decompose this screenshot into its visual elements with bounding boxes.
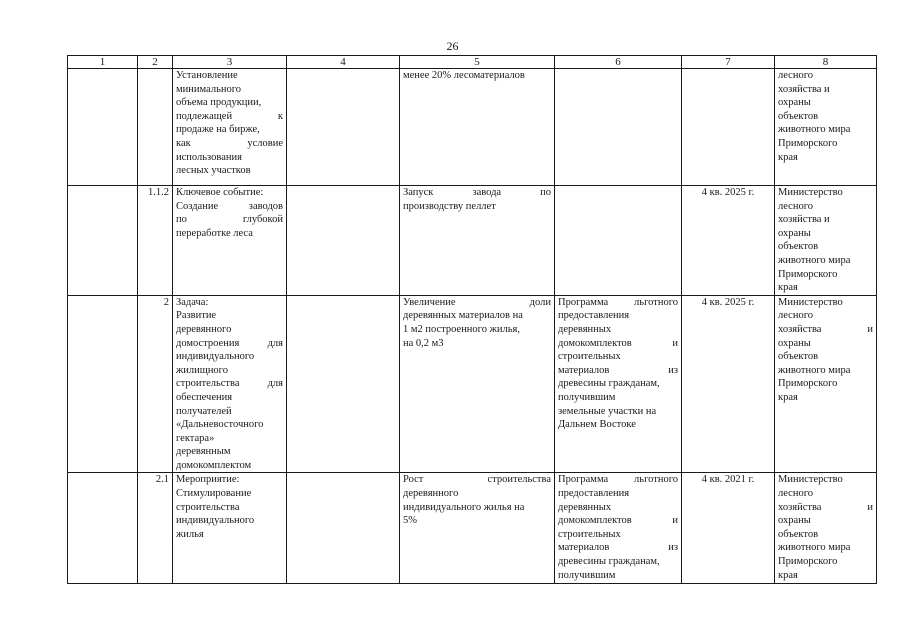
- cell-responsible: [775, 473, 877, 584]
- column-header: 7: [682, 56, 775, 69]
- cell-program: [555, 186, 682, 296]
- table-row: [68, 69, 877, 186]
- cell-col4: [287, 295, 400, 473]
- cell-responsible: [775, 295, 877, 473]
- cell-text: Министерство лесного хозяйства и охраны объектов животного мира Приморского края: [778, 474, 873, 581]
- column-header: 4: [287, 56, 400, 69]
- page-number: 26: [446, 39, 459, 53]
- cell-text: Мероприятие: Стимулирование строительства индивидуального жилья: [176, 474, 255, 540]
- cell-text: Запуск завода по производству пеллет: [403, 187, 551, 212]
- column-header: 5: [400, 56, 555, 69]
- column-header: 3: [173, 56, 287, 69]
- cell-deadline: [682, 186, 775, 296]
- cell-program: [555, 69, 682, 186]
- column-header: 6: [555, 56, 682, 69]
- cell-indicator: [400, 186, 555, 296]
- cell-description: [173, 186, 287, 296]
- cell-text: 1.1.2: [148, 187, 169, 198]
- column-header: 8: [775, 56, 877, 69]
- cell-text: Рост строительства деревянного индивидуального жилья на 5%: [403, 474, 551, 527]
- cell-col1: [68, 295, 138, 473]
- cell-text: Установление минимального объема продукции, подлежащей к продаже на бирже, как условие использования лесных участков: [176, 70, 283, 177]
- cell-col4: [287, 473, 400, 584]
- cell-text: Задача: Развитие деревянного домостроения для индивидуального жилищного строительства для обеспечения получателей «Дальневосточного гектара» деревянным домокомплектом: [176, 296, 283, 471]
- cell-deadline: [682, 69, 775, 186]
- cell-program: [555, 295, 682, 473]
- cell-responsible: [775, 186, 877, 296]
- cell-text: Министерство лесного хозяйства и охраны объектов животного мира Приморского края: [778, 187, 851, 294]
- cell-text: 2: [163, 296, 169, 308]
- cell-text: 4 кв. 2021 г.: [701, 474, 755, 486]
- cell-indicator: [400, 69, 555, 186]
- column-header: 2: [138, 56, 173, 69]
- cell-indicator: [400, 295, 555, 473]
- cell-text: 4 кв. 2025 г.: [701, 187, 755, 198]
- plan-table: [67, 55, 877, 584]
- cell-indicator: [400, 473, 555, 584]
- table-row: [68, 295, 877, 473]
- cell-item-number: [138, 69, 173, 186]
- cell-text: Программа льготного предоставления деревянных домокомплектов и строительных материалов из древесины гражданам, получившим земельные участки на Дальнем Востоке: [558, 296, 678, 431]
- cell-text: лесного хозяйства и охраны объектов животного мира Приморского края: [778, 70, 851, 163]
- cell-deadline: [682, 295, 775, 473]
- cell-text: менее 20% лесоматериалов: [403, 70, 525, 81]
- cell-col1: [68, 473, 138, 584]
- column-header: 1: [68, 56, 138, 69]
- cell-description: [173, 69, 287, 186]
- cell-col4: [287, 186, 400, 296]
- cell-description: [173, 473, 287, 584]
- table-row: [68, 473, 877, 584]
- cell-text: 2.1: [155, 474, 169, 486]
- cell-item-number: [138, 186, 173, 296]
- cell-col4: [287, 69, 400, 186]
- cell-col1: [68, 69, 138, 186]
- column-numbers-row: [68, 56, 877, 69]
- cell-deadline: [682, 473, 775, 584]
- cell-text: Программа льготного предоставления деревянных домокомплектов и строительных материалов из древесины гражданам, получившим: [558, 474, 678, 581]
- cell-responsible: [775, 69, 877, 186]
- cell-item-number: [138, 473, 173, 584]
- cell-text: Министерство лесного хозяйства и охраны объектов животного мира Приморского края: [778, 296, 873, 403]
- table-row: [68, 186, 877, 296]
- cell-text: Ключевое событие: Создание заводов по глубокой переработке леса: [176, 187, 283, 239]
- cell-program: [555, 473, 682, 584]
- cell-item-number: [138, 295, 173, 473]
- cell-col1: [68, 186, 138, 296]
- cell-text: 4 кв. 2025 г.: [701, 296, 755, 308]
- cell-text: Увеличение доли деревянных материалов на 1 м2 построенного жилья, на 0,2 м3: [403, 296, 551, 349]
- cell-description: [173, 295, 287, 473]
